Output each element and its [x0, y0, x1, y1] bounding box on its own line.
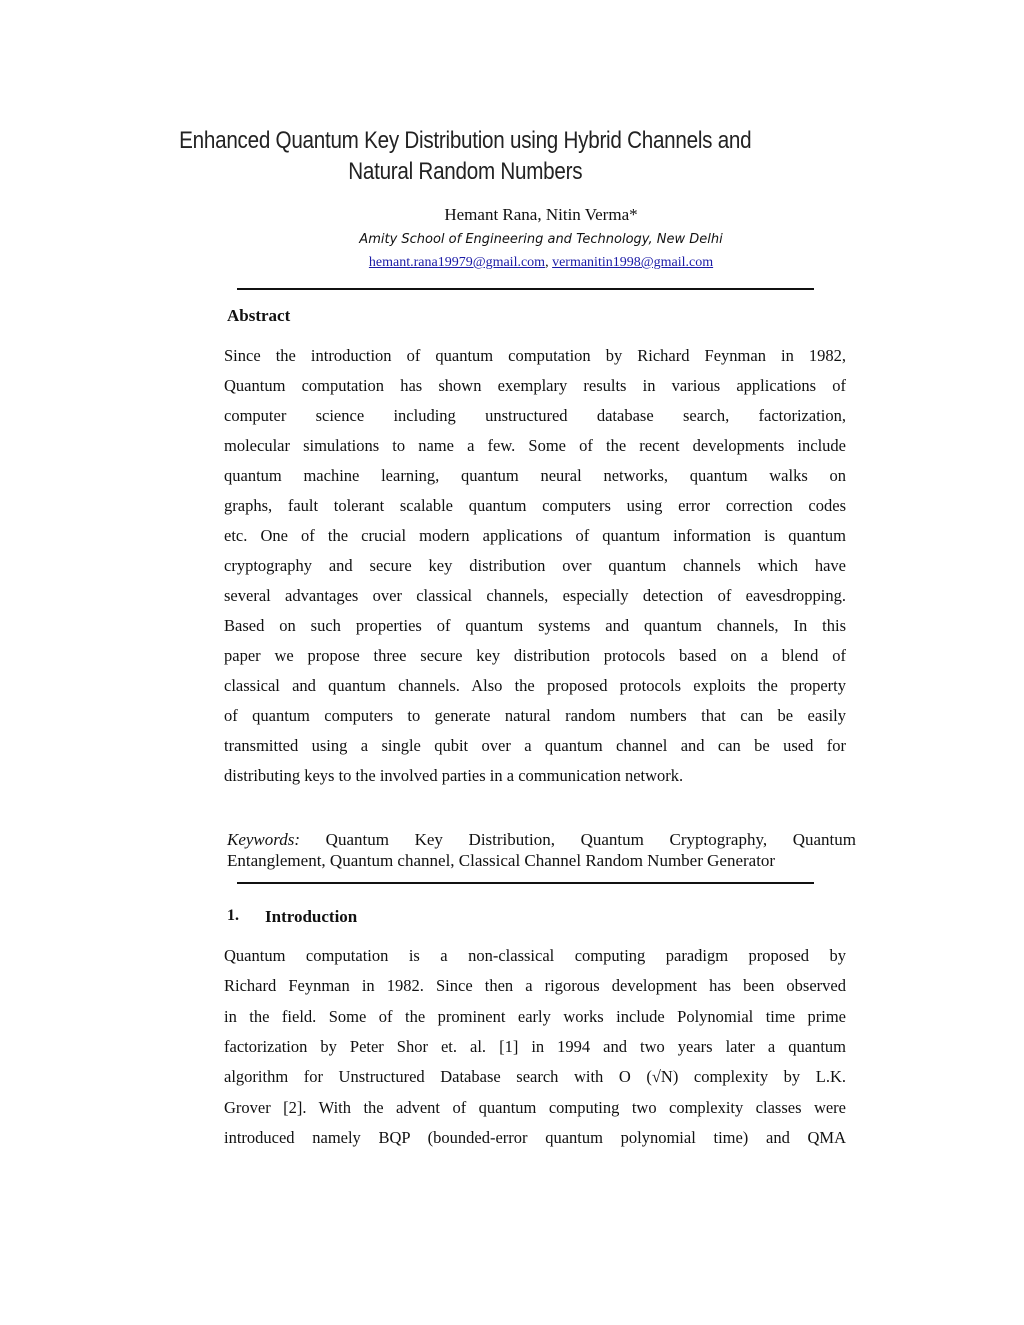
- keywords-text: Quantum Key Distribution, Quantum Cryptography, Quantum: [325, 830, 856, 849]
- text-line: classical and quantum channels. Also the proposed protocols exploits the property: [224, 676, 846, 695]
- text-line: Grover [2]. With the advent of quantum computing two complexity classes were: [224, 1097, 846, 1117]
- section-heading: Introduction: [265, 907, 358, 926]
- text-line: Richard Feynman in 1982. Since then a rigorous development has been observed: [224, 976, 846, 996]
- text-line: in the field. Some of the prominent early works include Polynomial time prime: [224, 1006, 846, 1026]
- text-line: Since the introduction of quantum computation by Richard Feynman in 1982,: [224, 346, 846, 365]
- paper-title-line-1: Enhanced Quantum Key Distribution using Hybrid Channels and: [179, 127, 752, 154]
- text-line: etc. One of the crucial modern applications of quantum information is quantum: [224, 526, 846, 545]
- text-line: cryptography and secure key distribution over quantum channels which have: [224, 556, 846, 575]
- keywords-line-2: Entanglement, Quantum channel, Classical Channel Random Number Generator: [227, 851, 776, 870]
- text-line: algorithm for Unstructured Database search with O (√N) complexity by L.K.: [224, 1067, 846, 1087]
- text-line: distributing keys to the involved parties in a communication network.: [224, 766, 684, 785]
- text-line: Based on such properties of quantum systems and quantum channels, In this: [224, 616, 846, 635]
- affiliation: Amity School of Engineering and Technology, New Delhi: [359, 232, 723, 247]
- keywords-label: Keywords:: [227, 830, 301, 849]
- email-link-1[interactable]: hemant.rana19979@gmail.com: [368, 255, 546, 270]
- email-link-2[interactable]: vermanitin1998@gmail.com: [552, 255, 714, 270]
- text-line: factorization by Peter Shor et. al. [1] in 1994 and two years later a quantum: [224, 1036, 846, 1056]
- section-number: 1.: [227, 907, 239, 924]
- email-separator: ,: [545, 255, 553, 270]
- text-line: molecular simulations to name a few. Some of the recent developments include: [224, 436, 846, 455]
- text-line: quantum machine learning, quantum neural networks, quantum walks on: [224, 466, 846, 485]
- keywords-line-1: [227, 829, 856, 850]
- text-line: of quantum computers to generate natural random numbers that can be easily: [224, 706, 846, 725]
- text-line: computer science including unstructured database search, factorization,: [224, 406, 846, 425]
- authors: Hemant Rana, Nitin Verma*: [444, 205, 638, 224]
- text-line: graphs, fault tolerant scalable quantum computers using error correction codes: [224, 496, 846, 515]
- text-line: paper we propose three secure key distribution protocols based on a blend of: [224, 646, 846, 665]
- divider: [237, 882, 814, 884]
- divider: [237, 288, 814, 290]
- abstract-heading: Abstract: [227, 306, 291, 325]
- paper-title-line-2: Natural Random Numbers: [348, 158, 583, 185]
- text-line: introduced namely BQP (bounded-error quantum polynomial time) and QMA: [224, 1127, 846, 1147]
- text-line: Quantum computation has shown exemplary results in various applications of: [224, 376, 846, 395]
- text-line: several advantages over classical channels, especially detection of eavesdropping.: [224, 586, 846, 605]
- text-line: transmitted using a single qubit over a quantum channel and can be used for: [224, 736, 846, 755]
- emails: [0, 255, 1024, 271]
- text-line: Quantum computation is a non-classical computing paradigm proposed by: [224, 946, 846, 965]
